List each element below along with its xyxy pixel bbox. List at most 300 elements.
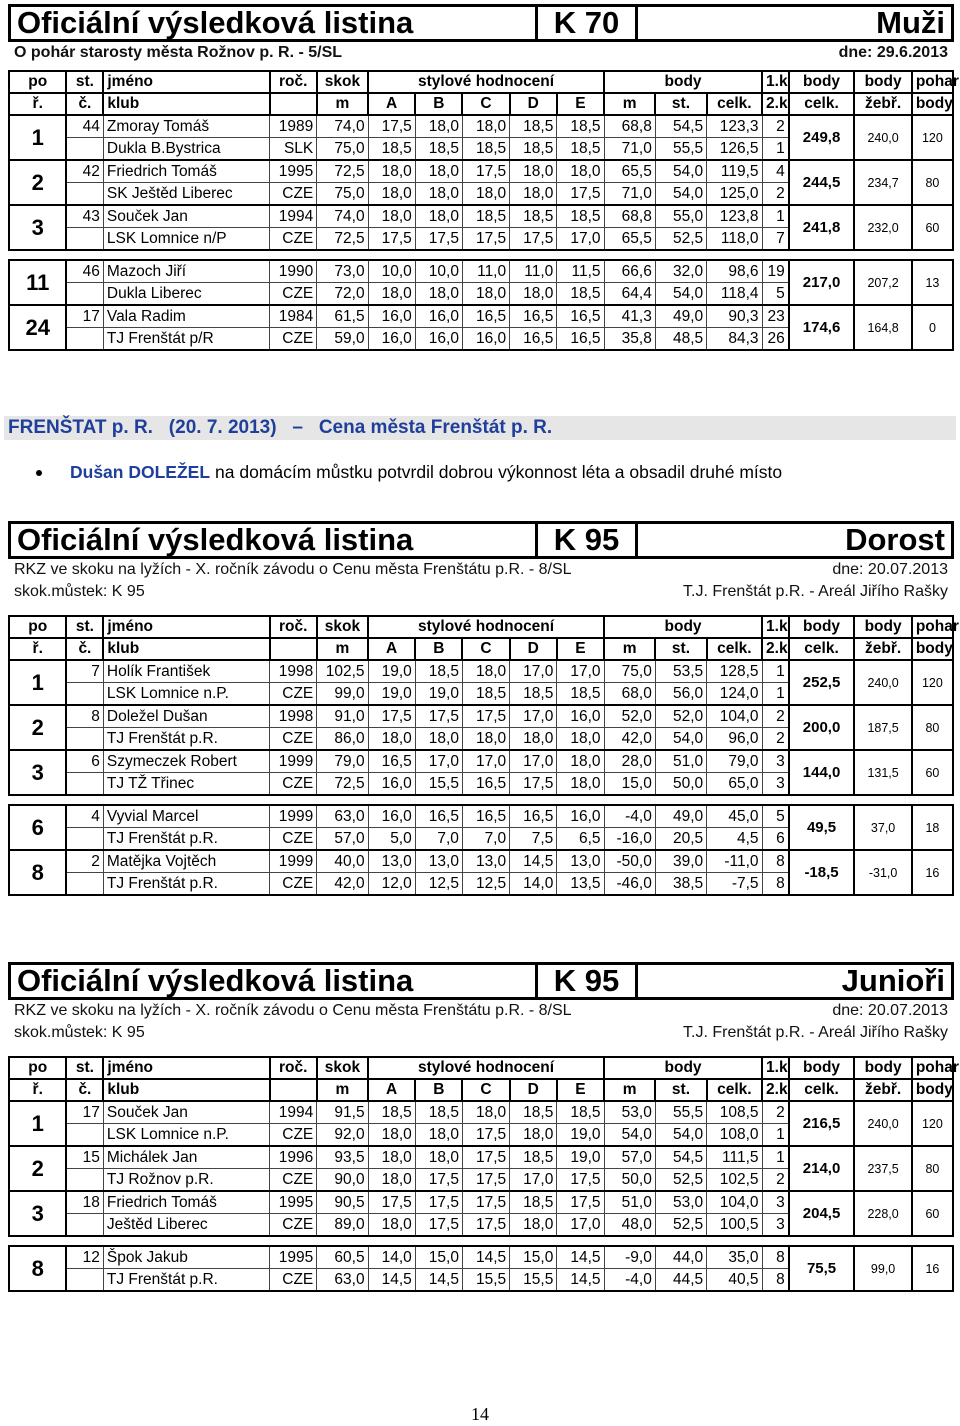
cup-points-cell: 13 bbox=[912, 260, 953, 305]
table-cell: 57,0 bbox=[317, 828, 368, 851]
table-cell: 65,5 bbox=[604, 160, 655, 183]
table-row bbox=[9, 705, 953, 728]
table-cell: Friedrich Tomáš bbox=[103, 160, 269, 183]
table-cell: 91,0 bbox=[317, 705, 368, 728]
cup-points-cell: 60 bbox=[912, 205, 953, 250]
rank-cell: 3 bbox=[9, 205, 66, 250]
table-cell: 18,5 bbox=[368, 138, 415, 161]
table-cell bbox=[66, 773, 103, 796]
table-cell: 7 bbox=[762, 228, 789, 251]
event-row bbox=[8, 559, 954, 581]
header-cell: celk. bbox=[707, 638, 762, 660]
event-row bbox=[8, 42, 954, 64]
table-cell: -46,0 bbox=[604, 873, 655, 896]
table-row bbox=[9, 850, 953, 873]
table-cell: 3 bbox=[762, 773, 789, 796]
table-cell: Doležel Dušan bbox=[103, 705, 269, 728]
table-cell: 68,8 bbox=[604, 115, 655, 138]
table-cell bbox=[66, 1124, 103, 1147]
table-cell: 8 bbox=[762, 1246, 789, 1269]
table-cell: 1999 bbox=[270, 805, 317, 828]
table-cell: 1 bbox=[762, 1146, 789, 1169]
table-cell: 63,0 bbox=[317, 805, 368, 828]
table-cell: 14,5 bbox=[557, 1269, 604, 1292]
header-cell: klub bbox=[103, 1079, 269, 1101]
venue-row bbox=[8, 1022, 954, 1044]
header-cell: body bbox=[604, 616, 762, 638]
event-date: dne: 20.07.2013 bbox=[832, 561, 948, 578]
event-name: RKZ ve skoku na lyžích - X. ročník závodu o Cenu města Frenštátu p.R. - 8/SL bbox=[14, 1002, 572, 1019]
table-cell bbox=[66, 828, 103, 851]
table-cell: 18,0 bbox=[368, 1124, 415, 1147]
table-cell: 102,5 bbox=[707, 1169, 762, 1192]
table-cell: CZE bbox=[270, 683, 317, 706]
table-cell: 1996 bbox=[270, 1146, 317, 1169]
table-cell: 40,5 bbox=[707, 1269, 762, 1292]
table-cell: 84,3 bbox=[707, 328, 762, 351]
table-cell: 45,0 bbox=[707, 805, 762, 828]
header-cell: skok bbox=[317, 71, 368, 93]
table-cell: 53,0 bbox=[604, 1101, 655, 1124]
table-cell: 91,5 bbox=[317, 1101, 368, 1124]
table-cell: 18,0 bbox=[368, 1214, 415, 1237]
table-cell: 16,0 bbox=[368, 328, 415, 351]
rank-cell: 8 bbox=[9, 1246, 66, 1291]
table-cell: 50,0 bbox=[604, 1169, 655, 1192]
table-cell: 1998 bbox=[270, 660, 317, 683]
table-cell: CZE bbox=[270, 873, 317, 896]
table-cell: 15,5 bbox=[415, 773, 462, 796]
table-cell: 1990 bbox=[270, 260, 317, 283]
header-cell: po bbox=[9, 616, 66, 638]
sheet-title: Oficiální výsledková listina bbox=[11, 524, 538, 556]
table-cell: 16,5 bbox=[462, 773, 509, 796]
table-cell: 42 bbox=[66, 160, 103, 183]
header-cell: 2.k bbox=[762, 1079, 789, 1101]
article-heading bbox=[4, 416, 956, 440]
table-cell: 18,0 bbox=[510, 728, 557, 751]
table-cell: Souček Jan bbox=[103, 205, 269, 228]
table-cell: 15,0 bbox=[510, 1246, 557, 1269]
table-cell: CZE bbox=[270, 773, 317, 796]
table-cell: TJ Frenštát p/R bbox=[103, 328, 269, 351]
table-cell: 42,0 bbox=[317, 873, 368, 896]
table-cell: 17,5 bbox=[368, 115, 415, 138]
table-row bbox=[9, 805, 953, 828]
table-cell: 13,0 bbox=[557, 850, 604, 873]
sheet-title: Oficiální výsledková listina bbox=[11, 965, 538, 997]
table-cell: 17,5 bbox=[368, 705, 415, 728]
header-cell: A bbox=[368, 638, 415, 660]
total-points-cell: 75,5 bbox=[789, 1246, 855, 1291]
table-cell: 66,6 bbox=[604, 260, 655, 283]
table-cell: 16,0 bbox=[368, 773, 415, 796]
table-cell: 50,0 bbox=[655, 773, 706, 796]
ladder-points-cell: 240,0 bbox=[854, 660, 911, 705]
header-cell: č. bbox=[66, 638, 103, 660]
table-cell: 16,0 bbox=[415, 305, 462, 328]
header-cell: roč. bbox=[270, 1057, 317, 1079]
table-cell: 18,0 bbox=[415, 183, 462, 206]
table-cell: 18,5 bbox=[557, 683, 604, 706]
table-row bbox=[9, 160, 953, 183]
header-cell: body bbox=[912, 638, 953, 660]
category: Dorost bbox=[845, 522, 945, 557]
table-cell: LSK Lomnice n.P. bbox=[103, 683, 269, 706]
table-cell: 16,0 bbox=[368, 305, 415, 328]
header-cell: 2.k bbox=[762, 638, 789, 660]
ladder-points-cell: 240,0 bbox=[854, 1101, 911, 1146]
table-cell: 86,0 bbox=[317, 728, 368, 751]
table-cell: LSK Lomnice n/P bbox=[103, 228, 269, 251]
table-cell: 17,0 bbox=[415, 750, 462, 773]
table-cell: 59,0 bbox=[317, 328, 368, 351]
table-row bbox=[9, 260, 953, 283]
rank-cell: 2 bbox=[9, 1146, 66, 1191]
header-cell: žebř. bbox=[854, 93, 911, 115]
table-cell: 18,0 bbox=[462, 183, 509, 206]
table-cell: 18,5 bbox=[510, 205, 557, 228]
table-cell: Vala Radim bbox=[103, 305, 269, 328]
ladder-points-cell: 237,5 bbox=[854, 1146, 911, 1191]
table-cell: 17,0 bbox=[510, 750, 557, 773]
article-bullet bbox=[36, 462, 782, 483]
total-points-cell: 49,5 bbox=[789, 805, 855, 850]
header-cell: ř. bbox=[9, 1079, 66, 1101]
header-cell: žebř. bbox=[854, 638, 911, 660]
table-cell: 18,0 bbox=[462, 115, 509, 138]
table-cell: 89,0 bbox=[317, 1214, 368, 1237]
table-cell: 4,5 bbox=[707, 828, 762, 851]
cup-points-cell: 16 bbox=[912, 850, 953, 895]
table-cell: 68,0 bbox=[604, 683, 655, 706]
table-cell: 48,5 bbox=[655, 328, 706, 351]
ladder-points-cell: 99,0 bbox=[854, 1246, 911, 1291]
ladder-points-cell: 234,7 bbox=[854, 160, 911, 205]
table-cell: TJ Frenštát p.R. bbox=[103, 828, 269, 851]
venue: T.J. Frenštát p.R. - Areál Jiřího Rašky bbox=[683, 1024, 948, 1041]
event-row bbox=[8, 1000, 954, 1022]
results-table bbox=[8, 615, 959, 896]
table-cell: 18,5 bbox=[368, 1101, 415, 1124]
table-cell: CZE bbox=[270, 328, 317, 351]
table-cell: 52,0 bbox=[604, 705, 655, 728]
table-cell: 17,5 bbox=[557, 183, 604, 206]
header-cell: po bbox=[9, 1057, 66, 1079]
ladder-points-cell: 164,8 bbox=[854, 305, 911, 350]
table-cell: 3 bbox=[762, 1214, 789, 1237]
header-cell: po bbox=[9, 71, 66, 93]
header-cell: m bbox=[604, 1079, 655, 1101]
total-points-cell: 217,0 bbox=[789, 260, 855, 305]
total-points-cell: 204,5 bbox=[789, 1191, 855, 1236]
table-cell: 17,5 bbox=[462, 160, 509, 183]
table-cell: 35,8 bbox=[604, 328, 655, 351]
total-points-cell: 252,5 bbox=[789, 660, 855, 705]
table-cell: 16,0 bbox=[462, 328, 509, 351]
ladder-points-cell: -31,0 bbox=[854, 850, 911, 895]
table-cell: 14,5 bbox=[462, 1246, 509, 1269]
table-cell: 1984 bbox=[270, 305, 317, 328]
table-cell: 18,0 bbox=[462, 660, 509, 683]
table-cell: 19,0 bbox=[557, 1146, 604, 1169]
table-cell: 17,0 bbox=[510, 705, 557, 728]
event-name: RKZ ve skoku na lyžích - X. ročník závodu o Cenu města Frenštátu p.R. - 8/SL bbox=[14, 561, 572, 578]
table-cell: 18,0 bbox=[557, 728, 604, 751]
header-cell: st. bbox=[655, 638, 706, 660]
table-cell: 15,0 bbox=[415, 1246, 462, 1269]
table-cell: Matějka Vojtěch bbox=[103, 850, 269, 873]
rank-cell: 6 bbox=[9, 805, 66, 850]
table-cell: 90,3 bbox=[707, 305, 762, 328]
table-cell: 1 bbox=[762, 138, 789, 161]
table-cell: 18,5 bbox=[415, 138, 462, 161]
table-cell: 1995 bbox=[270, 1191, 317, 1214]
table-cell: 46 bbox=[66, 260, 103, 283]
total-points-cell: 144,0 bbox=[789, 750, 855, 795]
table-cell: 17,5 bbox=[415, 1214, 462, 1237]
table-cell: 18,5 bbox=[557, 115, 604, 138]
table-cell: 54,5 bbox=[655, 1146, 706, 1169]
table-cell: 1989 bbox=[270, 115, 317, 138]
table-cell: 60,5 bbox=[317, 1246, 368, 1269]
table-cell: 20,5 bbox=[655, 828, 706, 851]
table-cell: 7,5 bbox=[510, 828, 557, 851]
table-cell: 17,5 bbox=[415, 1191, 462, 1214]
table-cell: 16,5 bbox=[415, 805, 462, 828]
table-cell: 42,0 bbox=[604, 728, 655, 751]
table-cell: 16,0 bbox=[415, 328, 462, 351]
table-cell: 18,0 bbox=[510, 283, 557, 306]
header-cell: m bbox=[317, 93, 368, 115]
header-cell: roč. bbox=[270, 616, 317, 638]
table-cell: 11,0 bbox=[462, 260, 509, 283]
table-cell: 1999 bbox=[270, 750, 317, 773]
table-cell: Dukla B.Bystrica bbox=[103, 138, 269, 161]
table-cell: 18,0 bbox=[368, 205, 415, 228]
table-cell: 1999 bbox=[270, 850, 317, 873]
header-cell: 2.k bbox=[762, 93, 789, 115]
table-cell: 10,0 bbox=[368, 260, 415, 283]
hill-info: skok.můstek: K 95 bbox=[14, 1024, 145, 1041]
table-cell: 18,0 bbox=[415, 283, 462, 306]
table-cell: 128,5 bbox=[707, 660, 762, 683]
athlete-name: Dušan DOLEŽEL bbox=[70, 462, 211, 482]
table-cell: 54,5 bbox=[655, 115, 706, 138]
header-cell: ř. bbox=[9, 638, 66, 660]
table-cell: 2 bbox=[762, 115, 789, 138]
venue: T.J. Frenštát p.R. - Areál Jiřího Rašky bbox=[683, 583, 948, 600]
table-cell: 19,0 bbox=[368, 660, 415, 683]
table-cell: 18,0 bbox=[557, 160, 604, 183]
table-cell: 41,3 bbox=[604, 305, 655, 328]
table-cell: 18,0 bbox=[368, 183, 415, 206]
table-cell: 44,5 bbox=[655, 1269, 706, 1292]
cup-points-cell: 120 bbox=[912, 660, 953, 705]
cup-points-cell: 18 bbox=[912, 805, 953, 850]
table-cell: 52,0 bbox=[655, 705, 706, 728]
header-cell: A bbox=[368, 1079, 415, 1101]
header-cell: pohar bbox=[912, 1057, 953, 1079]
table-cell: 126,5 bbox=[707, 138, 762, 161]
table-cell: 18,0 bbox=[462, 1101, 509, 1124]
table-cell: 15 bbox=[66, 1146, 103, 1169]
table-cell: 90,5 bbox=[317, 1191, 368, 1214]
table-cell: 17,5 bbox=[415, 228, 462, 251]
header-cell: C bbox=[462, 93, 509, 115]
table-cell: 51,0 bbox=[604, 1191, 655, 1214]
table-cell: 18,0 bbox=[510, 183, 557, 206]
header-cell: celk. bbox=[789, 93, 855, 115]
table-cell: 2 bbox=[762, 1101, 789, 1124]
rank-cell: 3 bbox=[9, 750, 66, 795]
table-cell: 14,5 bbox=[510, 850, 557, 873]
table-cell: 3 bbox=[762, 1191, 789, 1214]
table-cell: 14,0 bbox=[510, 873, 557, 896]
header-cell: D bbox=[510, 638, 557, 660]
table-cell: 11,5 bbox=[557, 260, 604, 283]
total-points-cell: 200,0 bbox=[789, 705, 855, 750]
table-cell: 18,0 bbox=[415, 1124, 462, 1147]
cup-points-cell: 80 bbox=[912, 705, 953, 750]
table-cell: 16,5 bbox=[510, 305, 557, 328]
table-cell: 18,5 bbox=[557, 1101, 604, 1124]
ladder-points-cell: 207,2 bbox=[854, 260, 911, 305]
table-cell: 52,5 bbox=[655, 228, 706, 251]
table-cell: 18,0 bbox=[510, 1124, 557, 1147]
header-cell: skok bbox=[317, 616, 368, 638]
header-cell: body bbox=[854, 1057, 911, 1079]
total-points-cell: 249,8 bbox=[789, 115, 855, 160]
table-cell: 56,0 bbox=[655, 683, 706, 706]
header-cell: jméno bbox=[103, 71, 269, 93]
rank-cell: 8 bbox=[9, 850, 66, 895]
table-cell: CZE bbox=[270, 1169, 317, 1192]
table-cell: 8 bbox=[762, 1269, 789, 1292]
table-cell: 39,0 bbox=[655, 850, 706, 873]
category: Muži bbox=[876, 5, 945, 40]
table-cell: 65,0 bbox=[707, 773, 762, 796]
sheet-title-bar bbox=[8, 521, 954, 559]
table-cell: 12,0 bbox=[368, 873, 415, 896]
table-cell: 5 bbox=[762, 805, 789, 828]
header-cell: klub bbox=[103, 638, 269, 660]
rank-cell: 1 bbox=[9, 660, 66, 705]
total-points-cell: -18,5 bbox=[789, 850, 855, 895]
header-cell: E bbox=[557, 1079, 604, 1101]
table-cell: 8 bbox=[762, 873, 789, 896]
table-cell: 54,0 bbox=[655, 183, 706, 206]
header-cell: D bbox=[510, 93, 557, 115]
results-sheet-men-k70 bbox=[8, 4, 959, 351]
hill-info: skok.můstek: K 95 bbox=[14, 583, 145, 600]
results-table bbox=[8, 70, 959, 351]
header-cell: pohar bbox=[912, 71, 953, 93]
cup-points-cell: 120 bbox=[912, 115, 953, 160]
header-cell: B bbox=[415, 638, 462, 660]
table-cell: CZE bbox=[270, 283, 317, 306]
table-cell: 17,5 bbox=[510, 228, 557, 251]
header-cell bbox=[270, 638, 317, 660]
cup-points-cell: 80 bbox=[912, 160, 953, 205]
table-cell: 54,0 bbox=[655, 283, 706, 306]
table-cell: 119,5 bbox=[707, 160, 762, 183]
table-cell: 54,0 bbox=[604, 1124, 655, 1147]
table-cell: 35,0 bbox=[707, 1246, 762, 1269]
table-cell: 18,0 bbox=[462, 283, 509, 306]
table-cell: 55,5 bbox=[655, 138, 706, 161]
table-cell: 28,0 bbox=[604, 750, 655, 773]
table-cell: 61,5 bbox=[317, 305, 368, 328]
table-cell: 123,8 bbox=[707, 205, 762, 228]
table-cell: 12,5 bbox=[462, 873, 509, 896]
table-cell: 19,0 bbox=[415, 683, 462, 706]
table-cell: 17,5 bbox=[415, 1169, 462, 1192]
table-cell: 23 bbox=[762, 305, 789, 328]
table-cell: TJ Rožnov p.R. bbox=[103, 1169, 269, 1192]
table-cell: 6,5 bbox=[557, 828, 604, 851]
table-cell: Špok Jakub bbox=[103, 1246, 269, 1269]
table-cell: 18,0 bbox=[557, 773, 604, 796]
table-cell bbox=[66, 283, 103, 306]
header-cell: C bbox=[462, 1079, 509, 1101]
bullet-text: na domácím můstku potvrdil dobrou výkonnost léta a obsadil druhé místo bbox=[215, 462, 783, 482]
table-cell: 1994 bbox=[270, 1101, 317, 1124]
header-cell: stylové hodnocení bbox=[368, 1057, 604, 1079]
table-cell: 17,5 bbox=[557, 1191, 604, 1214]
table-cell: 65,5 bbox=[604, 228, 655, 251]
table-cell: 18,5 bbox=[510, 683, 557, 706]
table-cell: 1 bbox=[762, 1124, 789, 1147]
table-cell: 124,0 bbox=[707, 683, 762, 706]
table-cell: 2 bbox=[762, 183, 789, 206]
table-cell: 17,5 bbox=[462, 1191, 509, 1214]
table-cell: 6 bbox=[66, 750, 103, 773]
cup-points-cell: 16 bbox=[912, 1246, 953, 1291]
hill-size: K 70 bbox=[538, 7, 638, 39]
table-cell: 111,5 bbox=[707, 1146, 762, 1169]
ladder-points-cell: 240,0 bbox=[854, 115, 911, 160]
table-cell: TJ TŽ Třinec bbox=[103, 773, 269, 796]
table-cell: 18,5 bbox=[510, 1101, 557, 1124]
cup-points-cell: 120 bbox=[912, 1101, 953, 1146]
table-cell: 73,0 bbox=[317, 260, 368, 283]
table-cell: 17,5 bbox=[415, 705, 462, 728]
table-cell: Holík František bbox=[103, 660, 269, 683]
table-cell: 16,5 bbox=[557, 328, 604, 351]
header-cell: č. bbox=[66, 93, 103, 115]
table-cell bbox=[66, 1214, 103, 1237]
table-row bbox=[9, 1146, 953, 1169]
header-cell: 1.k bbox=[762, 616, 789, 638]
table-cell: 72,5 bbox=[317, 160, 368, 183]
table-cell: 19,0 bbox=[557, 1124, 604, 1147]
table-cell: 18,5 bbox=[415, 660, 462, 683]
table-cell: CZE bbox=[270, 1214, 317, 1237]
table-cell: 5,0 bbox=[368, 828, 415, 851]
table-cell: Dukla Liberec bbox=[103, 283, 269, 306]
header-cell: stylové hodnocení bbox=[368, 71, 604, 93]
header-cell: celk. bbox=[707, 93, 762, 115]
table-row bbox=[9, 1246, 953, 1269]
table-cell: 13,0 bbox=[415, 850, 462, 873]
header-cell: body bbox=[789, 616, 855, 638]
header-cell: body bbox=[854, 616, 911, 638]
table-cell: 79,0 bbox=[707, 750, 762, 773]
table-cell: CZE bbox=[270, 728, 317, 751]
table-cell: 17,5 bbox=[368, 228, 415, 251]
rank-cell: 11 bbox=[9, 260, 66, 305]
